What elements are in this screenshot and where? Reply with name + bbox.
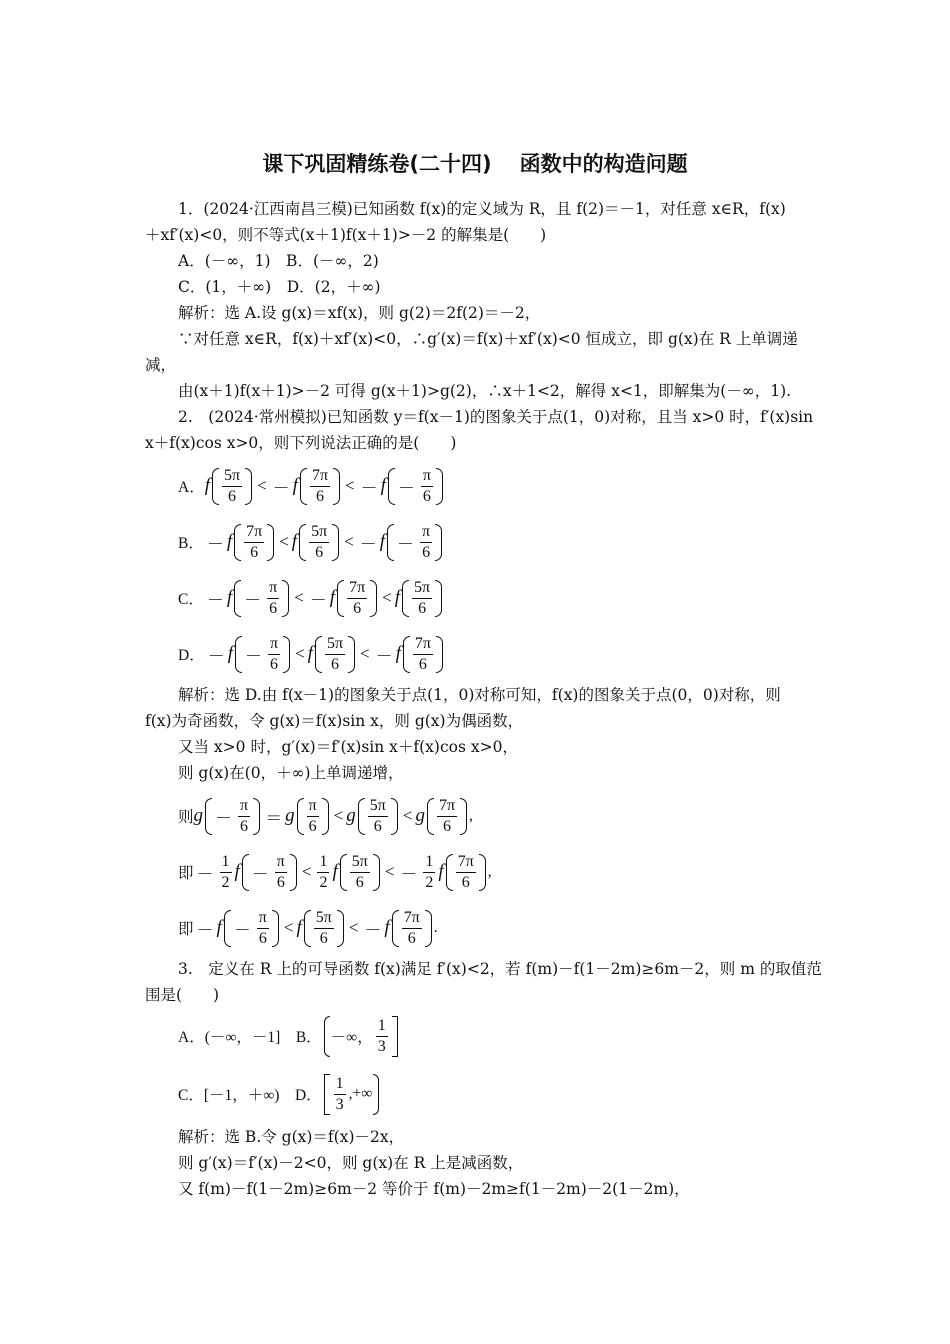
options-ab-text: A．(－∞，－1] B． — [178, 1029, 322, 1046]
minus-sign: － — [364, 920, 382, 940]
denominator: 2 — [425, 873, 434, 891]
numerator: 5π — [350, 852, 370, 873]
numerator: 5π — [314, 908, 334, 929]
denominator: 6 — [373, 817, 382, 835]
fn-symbol: f — [204, 475, 210, 496]
fraction — [275, 852, 287, 893]
paren-group — [224, 908, 279, 949]
lt-sign: < — [301, 862, 312, 881]
fn-symbol: f — [296, 917, 302, 938]
numerator: 1 — [423, 852, 435, 873]
q3-solution-3: 又 f(m)－f(1－2m)≥6m－2 等价于 f(m)－2m≥f(1－2m)－2(1－2m)， — [178, 1180, 690, 1198]
numerator: π — [268, 634, 280, 655]
paren-group — [402, 578, 442, 619]
lt-sign: < — [345, 476, 355, 495]
paren-group — [427, 796, 467, 837]
fraction — [421, 466, 433, 507]
paren-group — [235, 634, 290, 675]
numerator: π — [307, 796, 319, 817]
denominator: 3 — [335, 1095, 344, 1113]
paren-group — [300, 466, 340, 507]
q1-solution-4: 由(x＋1)f(x＋1)>－2 可得 g(x＋1)>g(2)，∴x＋1<2，解得 x<1，即解集为(－∞，1). — [178, 382, 792, 400]
lt-sign: < — [294, 588, 304, 607]
numerator: 7π — [347, 578, 367, 599]
lt-sign: < — [402, 806, 413, 825]
paren-group — [234, 522, 274, 563]
q2-solution-4: 则 g(x)在(0，＋∞)上单调递增， — [178, 764, 404, 782]
q2-option-b — [178, 514, 444, 570]
numerator: 7π — [310, 466, 330, 487]
denominator: 6 — [240, 817, 249, 835]
q3-options-cd — [178, 1066, 381, 1122]
fn-symbol: g — [285, 805, 295, 826]
options-cd-text: C．[－1，＋∞) D． — [178, 1087, 322, 1104]
denominator: 6 — [418, 599, 427, 617]
numerator: 7π — [456, 852, 476, 873]
paren-group — [340, 852, 380, 893]
fraction — [456, 852, 476, 893]
minus-sign: － — [233, 920, 251, 940]
fraction — [423, 852, 435, 893]
numerator: π — [421, 466, 433, 487]
paren-group — [234, 578, 289, 619]
fraction — [412, 578, 432, 619]
denominator: 6 — [355, 873, 364, 891]
page-title — [0, 148, 950, 178]
option-label: B． — [178, 535, 204, 552]
title-main: 课下巩固精练卷(二十四) — [262, 152, 492, 176]
fn-symbol: f — [329, 587, 336, 608]
fraction — [257, 908, 269, 949]
fn-symbol: f — [380, 475, 386, 496]
comma: , — [487, 863, 492, 880]
minus-sign: － — [375, 646, 393, 666]
numerator: 5π — [325, 634, 345, 655]
fraction — [268, 634, 280, 675]
minus-sign: － — [359, 534, 377, 554]
numerator: 5π — [368, 796, 388, 817]
fraction — [307, 796, 319, 837]
minus-sign: － — [196, 864, 214, 884]
fraction — [334, 1074, 346, 1115]
eq-sign: ＝ — [265, 808, 283, 828]
denominator: 6 — [442, 817, 451, 835]
numerator: π — [267, 578, 279, 599]
denominator: 6 — [461, 873, 470, 891]
denominator: 6 — [319, 929, 328, 947]
interval-d — [324, 1074, 380, 1115]
minus-sign: － — [251, 864, 269, 884]
fn-symbol: f — [307, 643, 313, 664]
paren-group — [299, 522, 339, 563]
fraction — [413, 634, 433, 675]
numerator: 1 — [376, 1016, 388, 1037]
numerator: 7π — [402, 908, 422, 929]
minus-sign: － — [206, 534, 224, 554]
numerator: 1 — [334, 1074, 346, 1095]
denominator: 6 — [418, 655, 427, 673]
paren-group — [205, 796, 260, 837]
fraction — [317, 852, 329, 893]
numerator: π — [275, 852, 287, 873]
q3-solution-1: 解析：选 B.令 g(x)＝f(x)－2x， — [178, 1128, 405, 1146]
fn-symbol: g — [415, 805, 425, 826]
denominator: 6 — [270, 655, 279, 673]
fn-symbol: g — [346, 805, 356, 826]
denominator: 6 — [308, 817, 317, 835]
numerator: 1 — [317, 852, 329, 873]
option-label: C． — [178, 591, 204, 608]
numerator: 7π — [244, 522, 264, 543]
fraction — [314, 908, 334, 949]
fn-symbol: f — [332, 861, 338, 882]
title-sub: 函数中的构造问题 — [519, 152, 688, 176]
numerator: 1 — [220, 852, 232, 873]
fn-symbol: f — [384, 917, 390, 938]
lt-sign: < — [257, 476, 267, 495]
q1-solution-1: 解析：选 A.设 g(x)＝xf(x)，则 g(2)＝2f(2)＝－2， — [178, 304, 541, 322]
fraction — [238, 796, 250, 837]
lt-sign: < — [279, 532, 289, 551]
fn-symbol: f — [226, 531, 233, 552]
minus-sign: － — [207, 646, 225, 666]
q3-options-ab — [178, 1008, 400, 1064]
q2-option-a — [178, 458, 445, 514]
neg-inf: －∞， — [330, 1029, 373, 1046]
q2-solution-3: 又当 x>0 时，g′(x)＝f′(x)sin x＋f(x)cos x>0， — [178, 738, 518, 756]
option-label: A． — [178, 479, 205, 496]
paren-group — [304, 908, 344, 949]
fn-symbol: f — [216, 917, 222, 938]
fn-symbol: f — [227, 643, 233, 664]
q2-solution-g-chain — [178, 788, 473, 844]
fn-symbol: f — [292, 475, 298, 496]
minus-sign: － — [397, 534, 415, 554]
paren-group — [446, 852, 486, 893]
denominator: 6 — [250, 543, 259, 561]
paren-group — [392, 908, 432, 949]
q1-solution-2: ∵对任意 x∈R，f(x)＋xf′(x)<0，∴g′(x)＝f(x)＋xf′(x)<0 恒成立，即 g(x)在 R 上单调递 — [178, 330, 798, 348]
fn-symbol: g — [193, 805, 204, 826]
minus-sign: － — [244, 590, 262, 610]
minus-sign: － — [400, 864, 418, 884]
q3-line2: 围是( ) — [145, 986, 220, 1004]
minus-sign: － — [360, 478, 378, 498]
fraction — [350, 852, 370, 893]
lt-sign: < — [295, 644, 305, 663]
minus-sign: － — [397, 478, 415, 498]
q2-solution-1: 解析：选 D.由 f(x－1)的图象关于点(1，0)对称可知，f(x)的图象关于点(0，0)对称，则 — [178, 686, 781, 704]
lt-sign: < — [382, 588, 392, 607]
fn-symbol: f — [395, 643, 401, 664]
denominator: 6 — [315, 543, 324, 561]
paren-group — [388, 466, 443, 507]
paren-group — [242, 852, 297, 893]
q2-solution-final-chain — [178, 900, 438, 956]
paren-group — [315, 634, 355, 675]
numerator: π — [420, 522, 432, 543]
fn-symbol: f — [394, 587, 401, 608]
minus-sign: － — [206, 590, 224, 610]
q1-line1: 1．(2024·江西南昌三模)已知函数 f(x)的定义域为 R，且 f(2)＝－1，对任意 x∈R，f(x) — [178, 200, 786, 218]
denominator: 3 — [377, 1037, 386, 1055]
numerator: 7π — [413, 634, 433, 655]
fn-symbol: f — [379, 531, 386, 552]
q2-solution-2: f(x)为奇函数，令 g(x)＝f(x)sin x，则 g(x)为偶函数， — [145, 712, 524, 730]
fraction — [437, 796, 457, 837]
denominator: 6 — [422, 487, 431, 505]
numerator: 5π — [222, 466, 242, 487]
denominator: 6 — [330, 655, 339, 673]
fraction — [309, 522, 329, 563]
then-label: 则 — [178, 809, 194, 826]
fraction — [222, 466, 242, 507]
fraction — [402, 908, 422, 949]
paren-group — [337, 578, 377, 619]
fraction — [347, 578, 367, 619]
fraction — [310, 466, 330, 507]
comma: , — [469, 807, 473, 824]
lt-sign: < — [384, 862, 395, 881]
q2-line1: 2. (2024·常州模拟)已知函数 y＝f(x－1)的图象关于点(1，0)对称，且当 x>0 时，f′(x)sin — [178, 408, 814, 426]
q2-option-c — [178, 570, 444, 626]
lt-sign: < — [333, 806, 344, 825]
denominator: 6 — [269, 599, 278, 617]
fn-symbol: f — [291, 531, 298, 552]
fraction — [368, 796, 388, 837]
fraction — [420, 522, 432, 563]
minus-sign: － — [215, 808, 233, 828]
minus-sign: － — [309, 590, 327, 610]
denominator: 2 — [221, 873, 230, 891]
q2-line2: x＋f(x)cos x>0，则下列说法正确的是( ) — [145, 434, 457, 452]
interval-b — [324, 1016, 398, 1057]
q3-solution-2: 则 g′(x)＝f′(x)－2<0，则 g(x)在 R 上是减函数， — [178, 1154, 524, 1172]
fraction — [325, 634, 345, 675]
paren-group — [387, 522, 442, 563]
numerator: 7π — [437, 796, 457, 817]
denominator: 6 — [315, 487, 324, 505]
period: . — [433, 919, 438, 936]
fn-symbol: f — [234, 861, 240, 882]
option-label: D． — [178, 647, 205, 664]
lt-sign: < — [348, 918, 359, 937]
denominator: 6 — [228, 487, 237, 505]
minus-sign: － — [244, 646, 262, 666]
lt-sign: < — [360, 644, 370, 663]
denominator: 6 — [276, 873, 285, 891]
denominator: 6 — [422, 543, 431, 561]
numerator: 5π — [412, 578, 432, 599]
ie-label: 即 — [178, 865, 194, 882]
q2-solution-half-chain — [178, 844, 492, 900]
numerator: π — [257, 908, 269, 929]
fraction — [244, 522, 264, 563]
q1-options-cd: C．(1，＋∞) D．(2，＋∞) — [178, 278, 381, 296]
fraction — [267, 578, 279, 619]
lt-sign: < — [344, 532, 354, 551]
numerator: π — [238, 796, 250, 817]
q1-options-ab: A．(－∞，1) B．(－∞，2) — [178, 252, 379, 270]
q3-line1: 3. 定义在 R 上的可导函数 f(x)满足 f′(x)<2，若 f(m)－f(1－2m)≥6m－2，则 m 的取值范 — [178, 960, 822, 978]
paren-group — [297, 796, 329, 837]
numerator: 5π — [309, 522, 329, 543]
minus-sign: － — [196, 920, 214, 940]
q2-option-d — [178, 626, 445, 682]
denominator: 2 — [319, 873, 328, 891]
fn-symbol: f — [226, 587, 233, 608]
fraction — [220, 852, 232, 893]
q1-line2: ＋xf′(x)<0，则不等式(x＋1)f(x＋1)>－2 的解集是( ) — [145, 226, 547, 244]
q1-solution-3: 减， — [145, 356, 177, 374]
paren-group — [212, 466, 252, 507]
ie-label: 即 — [178, 921, 194, 938]
minus-sign: － — [272, 478, 290, 498]
lt-sign: < — [283, 918, 294, 937]
pos-inf: ,+∞ — [348, 1085, 373, 1102]
denominator: 6 — [353, 599, 362, 617]
fn-symbol: f — [438, 861, 444, 882]
denominator: 6 — [407, 929, 416, 947]
fraction — [376, 1016, 388, 1057]
paren-group — [358, 796, 398, 837]
paren-group — [403, 634, 443, 675]
denominator: 6 — [258, 929, 267, 947]
